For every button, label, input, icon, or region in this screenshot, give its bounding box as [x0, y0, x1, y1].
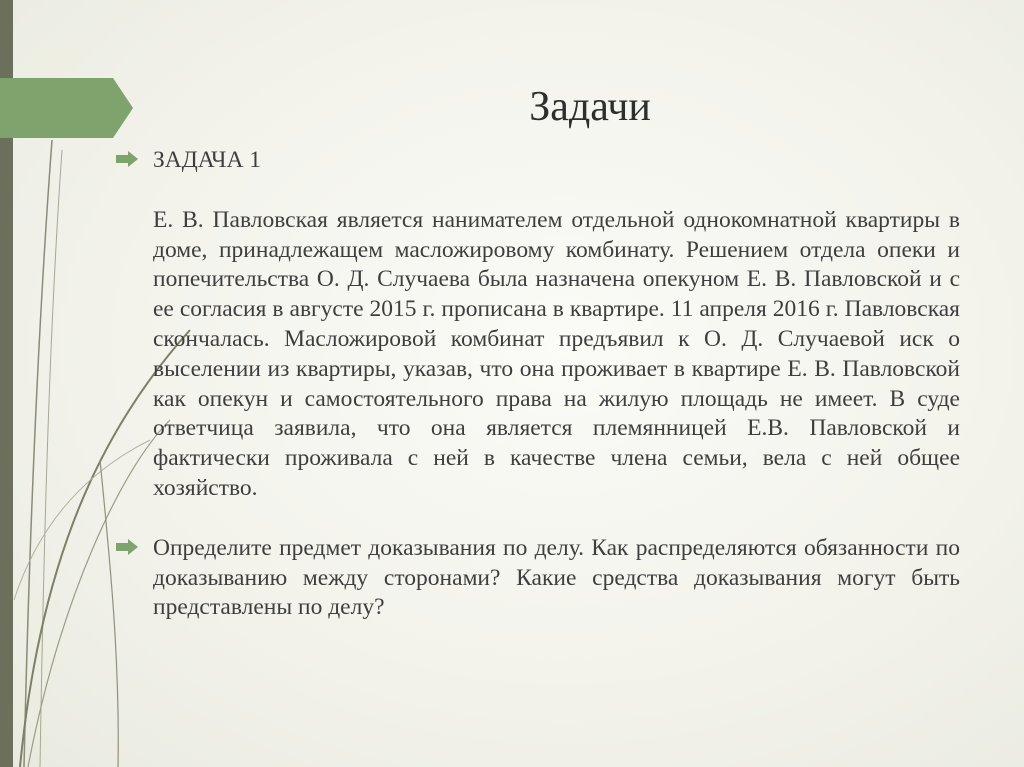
- slide-title: Задачи: [529, 84, 651, 130]
- slide-content: [116, 146, 960, 623]
- title-accent-tab: [0, 78, 133, 138]
- task-description: Е. В. Павловская является нанимателем отдельной однокомнатной квартиры в доме, принадлежащем масложировому комбинату. Решением отдела опеки и попечительства О. Д. Случаева была назначена опекуном Е. В. Павловской и с ее согласия в августе 2015 г. прописана в квартире. 11 апреля 2016 г. Павловская скончалась. Масложировой комбинат предъявил к О. Д. Случаевой иск о выселении из квартиры, указав, что она проживает в квартире Е. В. Павловской как опекун и самостоятельного права на жилую площадь не имеет. В суде ответчица заявила, что она является племянницей Е.В. Павловской и фактически проживала с ней в качестве члена семьи, вела с ней общее хозяйство.: [153, 206, 960, 501]
- task-question: Определите предмет доказывания по делу. Как распределяются обязанности по доказыванию между сторонами? Какие средства доказывания могут быть представлены по делу?: [153, 534, 960, 621]
- arrow-bullet-icon: [116, 151, 138, 167]
- arrow-bullet-icon: [116, 539, 138, 555]
- list-item: [116, 534, 960, 623]
- list-item: [116, 146, 960, 504]
- task-label: ЗАДАЧА 1: [153, 147, 262, 173]
